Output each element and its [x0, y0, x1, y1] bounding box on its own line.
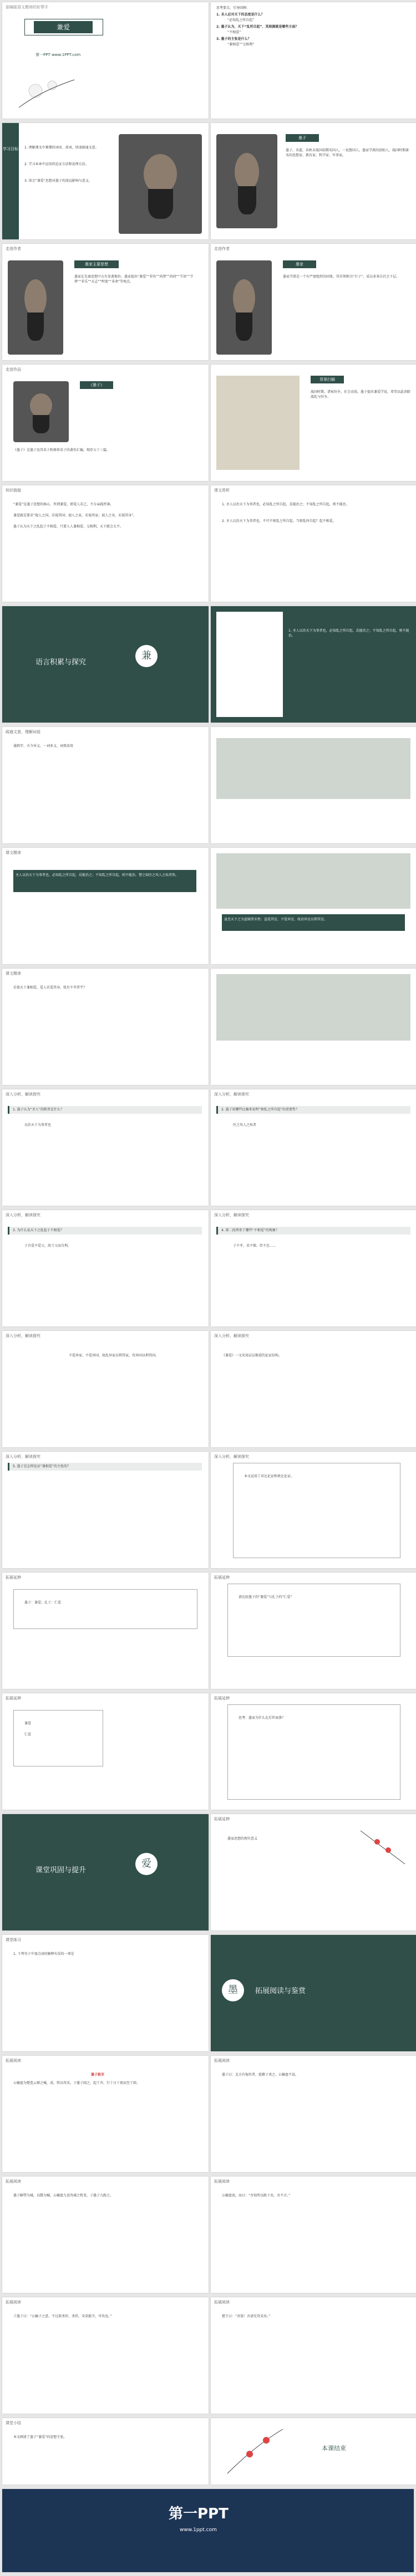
body-text: 战国时期，诸侯纷争，社会动荡，墨子提出兼爱学说，希望以此消除战乱与纷争。 [311, 390, 411, 399]
reading-text: 公输盘为楚造云梯之械，成，将以攻宋。子墨子闻之，起于齐，行十日十夜而至于郢。 [13, 2081, 140, 2085]
question-bar: 5. 墨子是怎样论证“兼相爱”的主张的？ [8, 1463, 202, 1471]
section-head: 拓展阅读 [6, 2300, 21, 2304]
footer-ad [2, 2489, 414, 2572]
slide-41 [2, 2418, 209, 2485]
question-bar: 1. 墨子认为“圣人”的职责是什么？ [8, 1106, 202, 1114]
reading-text: 墨子解带为城，以牒为械，公输盘九设攻城之机变，子墨子九距之。 [13, 2194, 114, 2198]
label-2: 仁爱 [24, 1733, 32, 1737]
content-box [13, 1710, 103, 1766]
box-text: 思考：墨家为什么在后世衰落？ [239, 1716, 286, 1720]
circle-char: 兼 [135, 645, 158, 667]
body-text: 本文运用了对比论证和类比论证。 [244, 1474, 295, 1478]
body-text-2: 兼爱就是要求“视人之国，若视其国；视人之家，若视其家；视人之身，若视其身”。 [13, 514, 137, 518]
slide-30 [211, 1693, 416, 1810]
reading-text: 楚王曰：“善哉！吾请无攻宋矣。” [222, 2314, 271, 2318]
slide-38 [211, 2176, 416, 2293]
body-text: 墨家思想的现实意义 [227, 1837, 258, 1841]
goal-2: 2. 学习本章中运用的论证方法和说理方法。 [24, 162, 89, 166]
body-text: 通假字、古今异义、一词多义、词类活用 [13, 744, 74, 748]
slide-13 [2, 727, 209, 843]
section-head: 课文精读 [6, 971, 21, 976]
slide-34 [211, 1935, 416, 2051]
section-title: 课堂巩固与提升 [35, 1866, 87, 1875]
section-head: 深入分析，解读探究 [214, 1455, 249, 1459]
slide-31 [2, 1814, 209, 1930]
end-text: 本课结束 [322, 2445, 346, 2452]
slide-29 [2, 1693, 209, 1810]
body-text: 1. 圣人以治天下为事者也，必知乱之所自起，焉能治之；不知乱之所自起，则不能治。 [288, 629, 409, 638]
answer-text: 医之攻人之疾者 [233, 1123, 257, 1127]
section-head: 拓展延伸 [6, 1696, 21, 1701]
side-label: 学习目标 [2, 123, 19, 239]
summary-text: 本文阐述了墨子“兼爱”的思想主张。 [13, 2435, 67, 2439]
section-head: 拓展延伸 [214, 1575, 230, 1580]
body-text: 《兼爱》一文采用层层推进的论证结构。 [222, 1354, 282, 1358]
box-text: 墨子：兼爱；孔子：仁爱 [24, 1601, 62, 1605]
slide-12 [211, 606, 416, 723]
slide-15 [2, 848, 209, 964]
section-head: 深入分析，解读探究 [214, 1092, 249, 1097]
topic-label: 墨家主要思想 [74, 260, 119, 268]
section-head: 拓展阅读 [6, 2058, 21, 2063]
slide-11 [2, 606, 209, 723]
slide-24 [211, 1331, 416, 1447]
section-head: 拓展延伸 [6, 1575, 21, 1580]
mozi-portrait [13, 381, 69, 442]
goal-1: 1. 理解课文中难懂的词语、虚词，快速疏通文意。 [24, 146, 99, 150]
reading-text: 公输盘诎，而曰：“吾知所以距子矣，吾不言。” [222, 2194, 291, 2198]
text-box: 圣人以治天下为事者也，必知乱之所自起，焉能治之；不知乱之所自起，则不能治。譬之如医之攻人之疾者然。 [13, 870, 196, 892]
content-box [13, 1589, 197, 1629]
slide-14 [211, 727, 416, 843]
body-text-3: 墨子认为天下之乱起于不相爱，只要人人兼相爱、交相利，天下就会太平。 [13, 525, 124, 529]
circle-char: 墨 [222, 1979, 244, 2001]
reading-text: 墨子曰：北方有侮臣者，愿藉子杀之。公输盘不说。 [222, 2073, 299, 2077]
question-title: 思考要点，引导回顾： [216, 6, 250, 10]
mozi-portrait [119, 134, 202, 234]
book-label: 《墨子》 [80, 381, 113, 389]
topic-label: 墨家 [283, 260, 316, 268]
slide-5 [2, 244, 209, 360]
question-2: 2. 墨子认为，天下“乱所自起”，其根源就是哪些方面？ [216, 25, 299, 29]
footer-url[interactable]: www.1ppt.com [180, 2527, 217, 2533]
section-head: 拓展阅读 [214, 2058, 230, 2063]
section-head: 深入分析，解读探究 [214, 1334, 249, 1338]
slide-21 [2, 1210, 209, 1327]
section-head: 拓展阅读 [214, 2179, 230, 2184]
question-bar: 3. 为什么说天下之乱起于不相爱？ [8, 1227, 202, 1235]
flower-decoration [13, 69, 80, 113]
box-text: 请比较墨子的“兼爱”与孔子的“仁爱” [239, 1595, 292, 1599]
body-text: 不爱异家、不爱异国，故乱异家以利其家，攻异国以利其国。 [69, 1354, 159, 1358]
body-text: 《墨子》是墨子及其弟子和再传弟子的著作汇编，现存五十三篇。 [13, 448, 110, 452]
answer-text: 子不孝、弟不悌、臣不忠…… [233, 1244, 277, 1248]
reading-text: 子墨子曰：“公输子之意，不过欲杀臣。杀臣，宋莫能守，可攻也。” [13, 2314, 112, 2318]
answer-text: 以治天下为事者也 [24, 1123, 52, 1127]
slide-33 [2, 1935, 209, 2051]
body-text: 若使天下兼相爱，爱人若爱其身，犹有不孝者乎？ [13, 986, 87, 990]
mozi-portrait [216, 260, 272, 355]
background-label: 背景扫描 [311, 376, 344, 383]
section-head: 深入分析，解读探究 [6, 1092, 40, 1097]
crumb: 部编版语文教师的好帮手 [6, 5, 48, 9]
slide-26 [211, 1452, 416, 1568]
body-text: 1. 下列句子中加点词的解释有误的一项是 [13, 1952, 74, 1956]
slide-18 [211, 969, 416, 1085]
body-text-2: 2. 圣人以治天下为事者也，不可不察乱之所自起。当察乱何自起？起不相爱。 [222, 519, 336, 523]
section-title: 拓展阅读与鉴赏 [255, 1987, 306, 1995]
slide-19 [2, 1089, 209, 1206]
section-head: 课堂小结 [6, 2421, 21, 2425]
body-text-1: 1. 圣人以治天下为事者也，必知乱之所自起，焉能治之；不知乱之所自起，则不能治。 [222, 503, 349, 506]
section-head: 课堂练习 [6, 1938, 21, 1942]
slide-22 [211, 1210, 416, 1327]
flower-panel [216, 612, 283, 717]
question-3: 3. 墨子的主张是什么？ [216, 37, 251, 41]
answer-1: “必知乱之所自起” [227, 18, 255, 22]
label-1: 兼爱 [24, 1722, 32, 1725]
slide-6 [211, 244, 416, 360]
painting [216, 974, 410, 1041]
title-frame [24, 19, 103, 35]
slide-40 [211, 2297, 416, 2414]
slide-32 [211, 1814, 416, 1930]
circle-char: 爱 [135, 1853, 158, 1875]
section-head: 深入分析，解读探究 [6, 1213, 40, 1217]
section-title: 语言积累与探究 [35, 658, 87, 667]
answer-3: “兼相爱”“交相利” [227, 43, 255, 47]
section-head: 走进作者 [214, 247, 230, 251]
slide-42 [211, 2418, 416, 2485]
text-box: 虽至天下之为盗贼者亦然：盗爱其室，不爱异室，故窃异室以利其室。 [222, 914, 405, 931]
slide-36 [211, 2056, 416, 2172]
bio-text: 墨子，名翟，春秋末战国初期宋国人，一说鲁国人。墨家学派的创始人，战国时期著名的思想家、教育家、科学家、军事家。 [286, 148, 409, 157]
question-1: 1. 圣人应对天下的态度是什么？ [216, 13, 265, 17]
slide-20 [211, 1089, 416, 1206]
section-head: 拓展延伸 [214, 1817, 230, 1821]
reading-title: 墨子救宋 [91, 2073, 105, 2077]
lesson-title: 兼爱 [34, 21, 93, 33]
painting [216, 738, 410, 799]
section-head: 走进作者 [6, 247, 21, 251]
landscape-image [216, 376, 300, 470]
section-head: 知识链接 [6, 488, 21, 493]
slide-1 [2, 2, 209, 119]
flower-decoration [355, 1825, 410, 1870]
slide-8 [211, 365, 416, 481]
slide-27 [2, 1573, 209, 1689]
slide-28 [211, 1573, 416, 1689]
section-head: 疏通文意，理解词语 [6, 730, 40, 734]
mozi-portrait [8, 260, 63, 355]
slide-17 [2, 969, 209, 1085]
question-bar: 4. 第二段列举了哪些“不相爱”的现象？ [216, 1227, 410, 1235]
slide-3 [2, 123, 209, 239]
answer-2: “不相爱” [227, 30, 241, 34]
slide-23 [2, 1331, 209, 1447]
section-head: 深入分析，解读探究 [6, 1455, 40, 1459]
body-text: 墨家学派是一个有严密组织的团体，其首领称为“巨子”，成员多来自社会下层。 [283, 275, 400, 279]
slide-35 [2, 2056, 209, 2172]
section-head: 深入分析，解读探究 [6, 1334, 40, 1338]
slide-25 [2, 1452, 209, 1568]
logo-text: 第一PPT www.1PPT.com [35, 53, 81, 57]
section-head: 走进作品 [6, 367, 21, 372]
body-text-1: “兼爱”是墨子思想的核心，所谓兼爱，即爱人若己，不分亲疏厚薄。 [13, 503, 114, 506]
section-head: 深入分析，解读探究 [214, 1213, 249, 1217]
question-bar: 2. 墨子用哪些比喻来说明“察乱之所自起”的重要性？ [216, 1106, 410, 1114]
section-head: 课文赏析 [214, 488, 230, 493]
body-text: 墨家在先秦思想中占有显著地位。墨家提出“兼爱”“非攻”“尚贤”“尚同”“节用”“节葬”“非乐”“天志”“明鬼”“非命”等观点。 [74, 275, 194, 284]
name-label: 墨子 [286, 134, 319, 142]
painting [216, 853, 410, 909]
slide-10 [211, 485, 416, 602]
mozi-portrait [216, 134, 277, 228]
slide-16 [211, 848, 416, 964]
slide-39 [2, 2297, 209, 2414]
footer-logo: 第一PPT [169, 2506, 229, 2522]
slide-2 [211, 2, 416, 119]
goal-3: 3. 体会“兼爱”思想对墨子的深远影响与意义。 [24, 179, 92, 183]
slide-4 [211, 123, 416, 239]
slide-9 [2, 485, 209, 602]
flower-decoration [222, 2424, 288, 2479]
section-head: 拓展延伸 [214, 1696, 230, 1701]
answer-text: 子自爱不爱父，故亏父而自利。 [24, 1244, 72, 1248]
slide-37 [2, 2176, 209, 2293]
slide-7 [2, 365, 209, 481]
section-head: 拓展阅读 [6, 2179, 21, 2184]
section-head: 拓展阅读 [214, 2300, 230, 2304]
section-head: 课文精读 [6, 851, 21, 855]
